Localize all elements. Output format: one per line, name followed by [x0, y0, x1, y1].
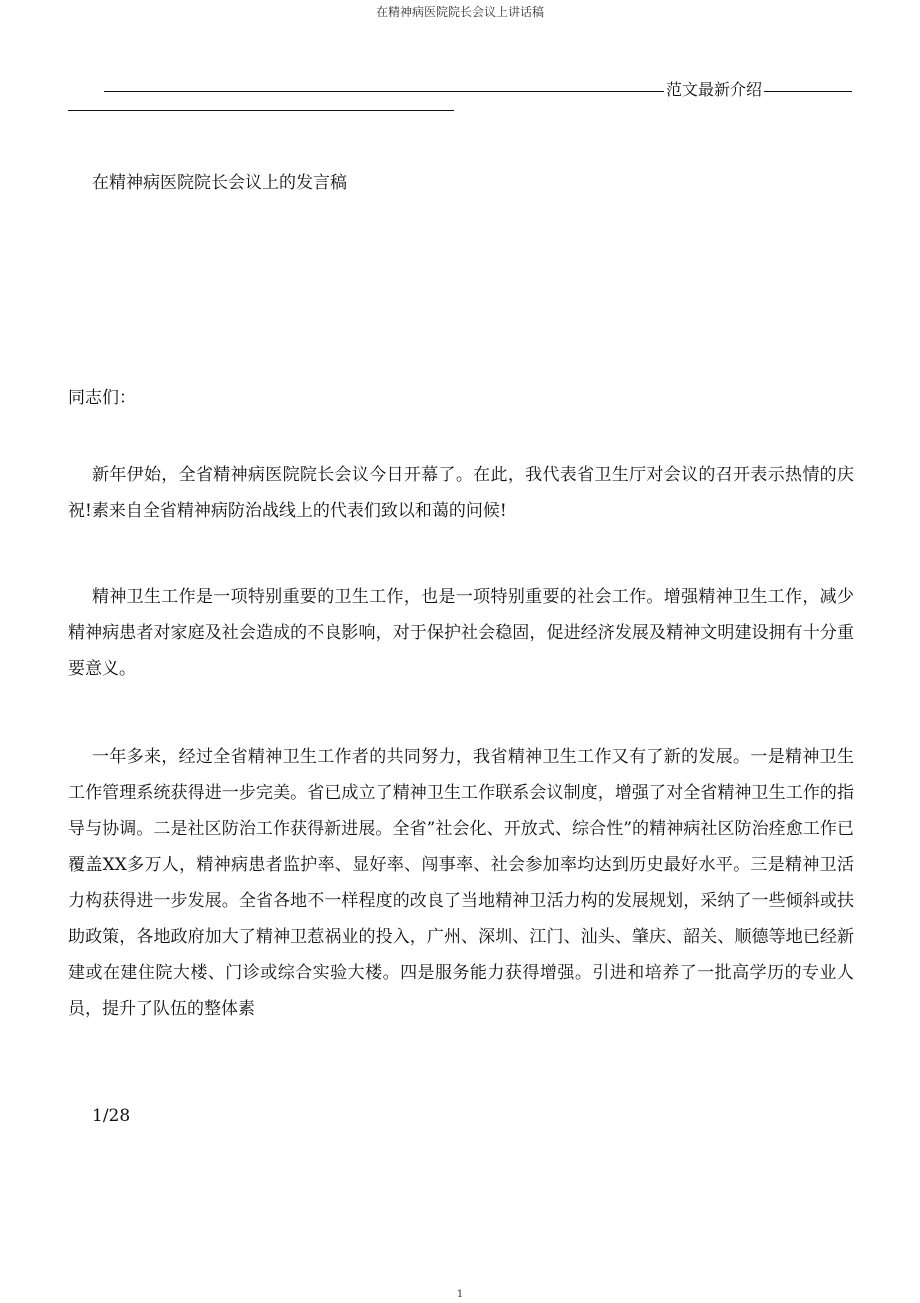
- salutation: 同志们：: [68, 388, 136, 408]
- banner-rule-left: [104, 91, 664, 92]
- paragraph-opening: 新年伊始，全省精神病医院院长会议今日开幕了。在此，我代表省卫生厅对会议的召开表示热情的庆祝!素来自全省精神病防治战线上的代表们致以和蔼的问候!: [68, 465, 854, 521]
- banner: [104, 80, 852, 100]
- paragraph-importance: 精神卫生工作是一项特别重要的卫生工作，也是一项特别重要的社会工作。增强精神卫生工作，减少精神病患者对家庭及社会造成的不良影响，对于保护社会稳固，促进经济发展及精神文明建设拥有十分重要意义。: [68, 587, 854, 679]
- page-indicator: 1/28: [92, 1106, 131, 1126]
- document-title: 在精神病医院院长会议上的发言稿: [92, 173, 347, 193]
- banner-text: 范文最新介绍: [665, 80, 762, 99]
- banner-rule-continuation: [68, 110, 454, 111]
- running-header-title: 在精神病医院院长会议上讲话稿: [375, 5, 544, 19]
- paragraph-progress: 一年多来，经过全省精神卫生工作者的共同努力，我省精神卫生工作又有了新的发展。一是精神卫生工作管理系统获得进一步完美。省已成立了精神卫生工作联系会议制度，增强了对全省精神卫生工作的指导与协调。二是社区防治工作获得新进展。全省”社会化、开放式、综合性”的精神病社区防治痊愈工作已覆盖XX多万人，精神病患者监护率、显好率、闯事率、社会参加率均达到历史最好水平。三是精神卫活力构获得进一步发展。全省各地不一样程度的改良了当地精神卫活力构的发展规划，采纳了一些倾斜或扶助政策，各地政府加大了精神卫惹祸业的投入，广州、深圳、江门、汕头、肇庆、韶关、顺德等地已经新建或在建住院大楼、门诊或综合实验大楼。四是服务能力获得增强。引进和培养了一批高学历的专业人员，提升了队伍的整体素: [68, 747, 854, 1019]
- banner-rule-right: [764, 91, 852, 92]
- footer-page-number: 1: [456, 1289, 464, 1300]
